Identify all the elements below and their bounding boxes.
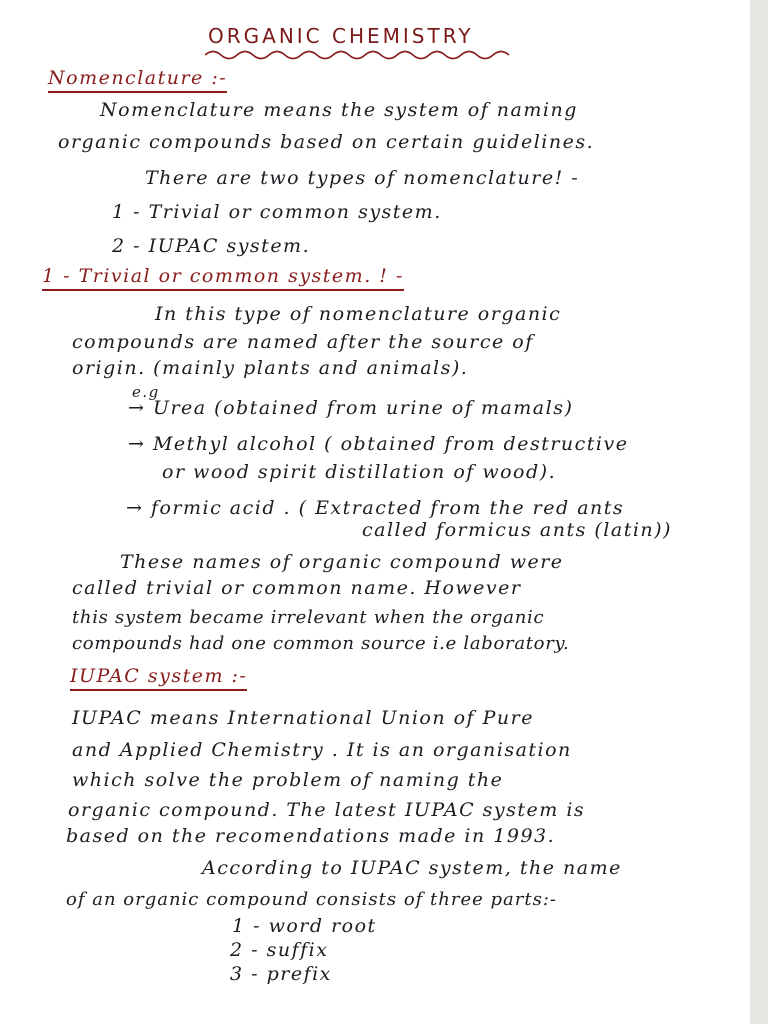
part-item-1: 1 - word root [232,915,377,937]
trivial-closing-line-2: called trivial or common name. However [72,577,522,599]
types-intro: There are two types of nomenclature! - [145,167,580,189]
trivial-heading: 1 - Trivial or common system. ! - [42,264,404,291]
iupac-para-line-1: IUPAC means International Union of Pure [72,707,534,729]
iupac-para-line-3: which solve the problem of naming the [72,769,504,791]
eg-label: e.g [132,383,160,401]
type-item-2: 2 - IUPAC system. [112,235,311,257]
trivial-para-line-3: origin. (mainly plants and animals). [72,357,469,379]
trivial-closing-line-3: this system became irrelevant when the organic [72,607,545,628]
iupac-heading: IUPAC system :- [70,664,247,691]
trivial-para-line-1: In this type of nomenclature organic [155,303,562,325]
example-methyl-alcohol-cont: or wood spirit distillation of wood). [162,461,557,483]
trivial-closing-line-1: These names of organic compound were [120,551,564,573]
trivial-closing-line-4: compounds had one common source i.e laboratory. [72,633,570,654]
trivial-para-line-2: compounds are named after the source of [72,331,534,353]
part-item-3: 3 - prefix [230,963,332,985]
example-urea: → Urea (obtained from urine of mamals) [128,397,574,419]
page-title: ORGANIC CHEMISTRY [208,24,474,48]
iupac-para-line-4: organic compound. The latest IUPAC system is [68,799,586,821]
iupac-para-line-5: based on the recomendations made in 1993. [66,825,556,847]
iupac-para-line-2: and Applied Chemistry . It is an organisation [72,739,572,761]
title-squiggle-underline [205,48,510,62]
example-formic-acid: → formic acid . ( Extracted from the red ants [126,497,625,519]
type-item-1: 1 - Trivial or common system. [112,201,442,223]
example-formic-acid-cont: called formicus ants (latin)) [362,519,672,541]
nomenclature-para-line-2: organic compounds based on certain guidelines. [58,131,595,153]
nomenclature-para-line-1: Nomenclature means the system of naming [100,99,578,121]
page-edge [750,0,768,1024]
parts-intro-line-1: According to IUPAC system, the name [202,857,622,879]
parts-intro-line-2: of an organic compound consists of three parts:- [66,889,557,910]
nomenclature-heading: Nomenclature :- [48,66,227,93]
example-methyl-alcohol: → Methyl alcohol ( obtained from destructive [128,433,629,455]
part-item-2: 2 - suffix [230,939,329,961]
